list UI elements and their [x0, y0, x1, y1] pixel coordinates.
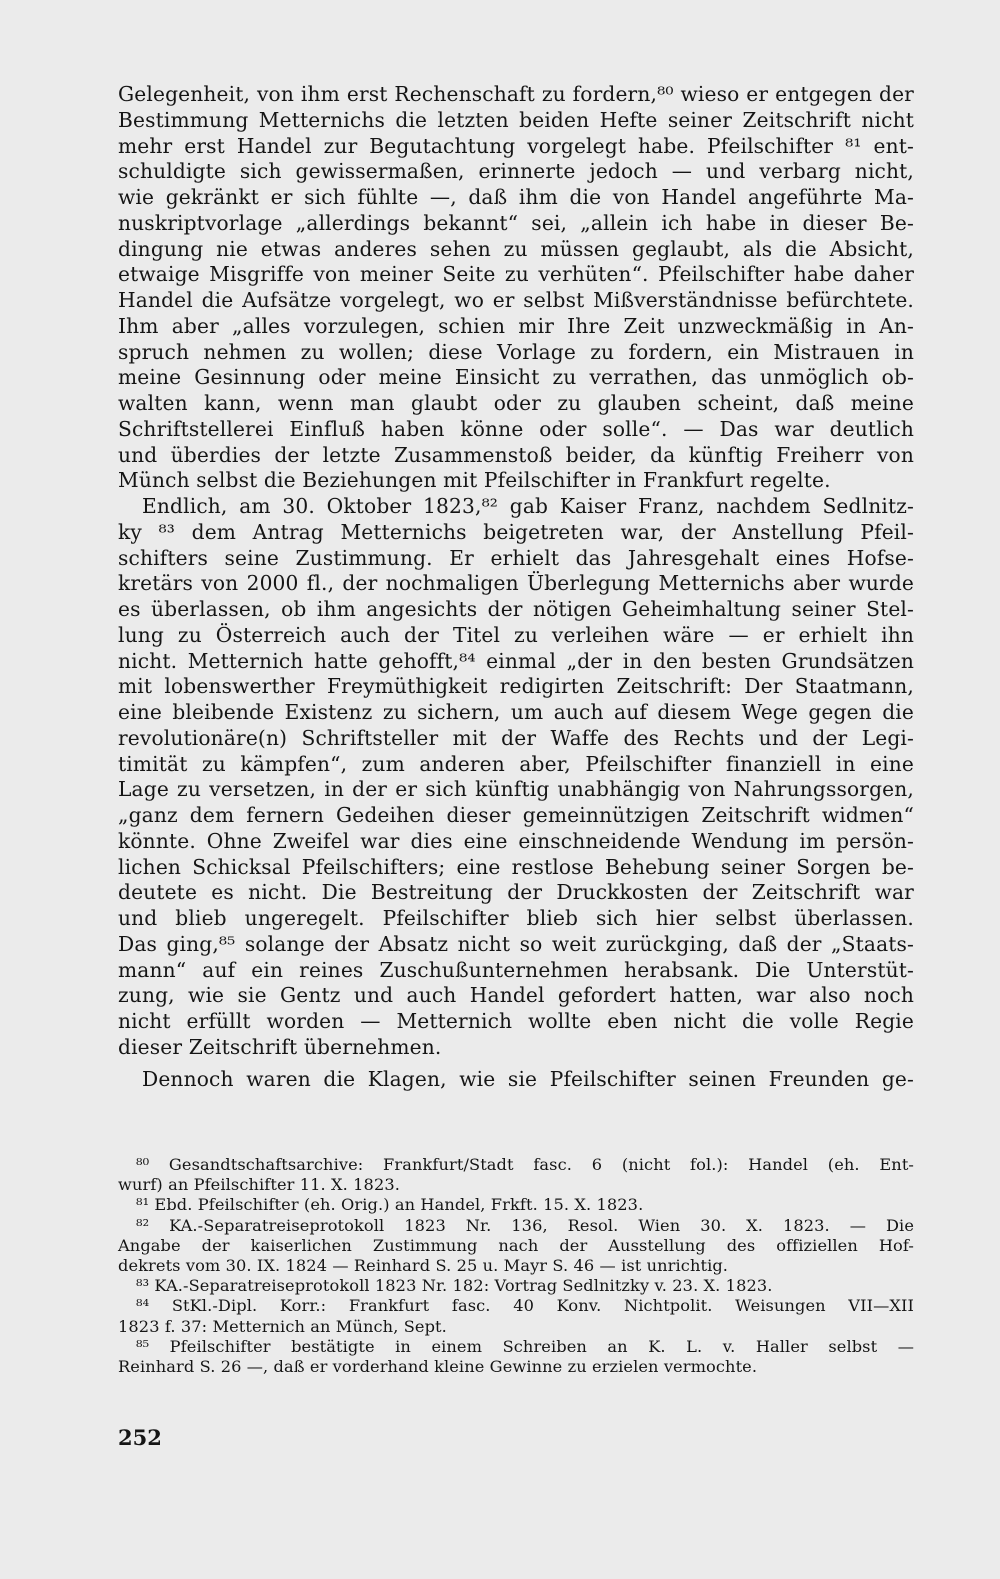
- text-line: dingung nie etwas anderes sehen zu müssen geglaubt, als die Absicht,: [118, 236, 914, 261]
- text-line: kretärs von 2000 fl., der nochmaligen Überlegung Metternichs aber wurde: [118, 571, 914, 596]
- footnote-line: ⁸¹ Ebd. Pfeilschifter (eh. Orig.) an Handel, Frkft. 15. X. 1823.: [136, 1195, 644, 1215]
- text-line: Lage zu versetzen, in der er sich künftig unabhängig von Nahrungssorgen,: [118, 777, 914, 802]
- footnote-line: wurf) an Pfeilschifter 11. X. 1823.: [118, 1175, 400, 1195]
- text-line: Münch selbst die Beziehungen mit Pfeilschifter in Frankfurt regelte.: [118, 468, 831, 493]
- page-number: 252: [118, 1425, 162, 1450]
- text-line: dieser Zeitschrift übernehmen.: [118, 1034, 442, 1059]
- text-line: lichen Schicksal Pfeilschifters; eine restlose Behebung seiner Sorgen be-: [118, 854, 914, 879]
- text-line: Dennoch waren die Klagen, wie sie Pfeilschifter seinen Freunden ge-: [142, 1066, 914, 1091]
- text-line: Handel die Aufsätze vorgelegt, wo er selbst Mißverständnisse befürchtete.: [118, 288, 914, 312]
- footnote-line: Reinhard S. 26 —, daß er vorderhand kleine Gewinne zu erzielen vermochte.: [118, 1357, 758, 1377]
- text-line: deutete es nicht. Die Bestreitung der Druckkosten der Zeitschrift war: [118, 880, 914, 905]
- text-line: mann“ auf ein reines Zuschußunternehmen herabsank. Die Unterstüt-: [118, 957, 914, 982]
- text-line: schifters seine Zustimmung. Er erhielt das Jahresgehalt eines Hofse-: [118, 545, 914, 570]
- text-line: timität zu kämpfen“, zum anderen aber, Pfeilschifter finanziell in eine: [118, 751, 914, 776]
- text-line: Bestimmung Metternichs die letzten beiden Hefte seiner Zeitschrift nicht: [118, 107, 914, 132]
- text-line: eine bleibende Existenz zu sichern, um auch auf diesem Wege gegen die: [118, 700, 914, 724]
- text-line: Das ging,⁸⁵ solange der Absatz nicht so weit zurückging, daß der „Staats-: [118, 931, 914, 956]
- text-line: revolutionäre(n) Schriftsteller mit der Waffe des Rechts und der Legi-: [118, 725, 914, 750]
- footnote-line: ⁸³ KA.-Separatreiseprotokoll 1823 Nr. 182: Vortrag Sedlnitzky v. 23. X. 1823.: [136, 1276, 773, 1296]
- text-line: walten kann, wenn man glaubt oder zu glauben scheint, daß meine: [118, 391, 914, 415]
- text-line: nicht. Metternich hatte gehofft,⁸⁴ einmal „der in den besten Grundsätzen: [118, 648, 914, 673]
- paragraph-1: [118, 82, 914, 494]
- footnote-line: ⁸⁵ Pfeilschifter bestätigte in einem Schreiben an K. L. v. Haller selbst —: [136, 1336, 914, 1356]
- text-line: es überlassen, ob ihm angesichts der nötigen Geheimhaltung seiner Stel-: [118, 597, 914, 621]
- footnote-line: ⁸⁰ Gesandtschaftsarchive: Frankfurt/Stadt fasc. 6 (nicht fol.): Handel (eh. Ent-: [136, 1155, 914, 1174]
- footnote-80: [118, 1155, 914, 1195]
- text-line: Ihm aber „alles vorzulegen, schien mir Ihre Zeit unzweckmäßig in An-: [118, 313, 914, 338]
- text-line: und blieb ungeregelt. Pfeilschifter blieb sich hier selbst überlassen.: [118, 906, 914, 930]
- text-line: meine Gesinnung oder meine Einsicht zu verrathen, das unmöglich ob-: [118, 365, 914, 390]
- footnote-81: [118, 1195, 914, 1215]
- text-line: könnte. Ohne Zweifel war dies eine einschneidende Wendung im persön-: [118, 828, 914, 853]
- paragraph-3: [118, 1067, 914, 1093]
- footnote-84: [118, 1296, 914, 1336]
- text-line: nuskriptvorlage „allerdings bekannt“ sei, „allein ich habe in dieser Be-: [118, 210, 914, 235]
- text-line: lung zu Österreich auch der Titel zu verleihen wäre — er erhielt ihn: [118, 622, 914, 647]
- text-line: etwaige Misgriffe von meiner Seite zu verhüten“. Pfeilschifter habe daher: [118, 262, 914, 287]
- text-line: nicht erfüllt worden — Metternich wollte eben nicht die volle Regie: [118, 1009, 914, 1033]
- text-line: schuldigte sich gewissermaßen, erinnerte jedoch — und verbarg nicht,: [118, 159, 914, 184]
- footnote-85: [118, 1337, 914, 1377]
- footnotes: [118, 1155, 914, 1377]
- text-line: „ganz dem fernern Gedeihen dieser gemeinnützigen Zeitschrift widmen“: [118, 803, 914, 827]
- footnote-line: Angabe der kaiserlichen Zustimmung nach der Ausstellung des offiziellen Hof-: [118, 1235, 914, 1255]
- footnote-line: ⁸² KA.-Separatreiseprotokoll 1823 Nr. 136, Resol. Wien 30. X. 1823. — Die: [136, 1215, 914, 1235]
- text-line: Schriftstellerei Einfluß haben könne oder solle“. — Das war deutlich: [118, 416, 914, 441]
- text-line: spruch nehmen zu wollen; diese Vorlage zu fordern, ein Mistrauen in: [118, 339, 914, 364]
- footnote-83: [118, 1276, 914, 1296]
- text-line: Gelegenheit, von ihm erst Rechenschaft zu fordern,⁸⁰ wieso er entgegen der: [118, 82, 914, 106]
- main-text: [118, 82, 914, 1092]
- text-line: Endlich, am 30. Oktober 1823,⁸² gab Kaiser Franz, nachdem Sedlnitz-: [142, 494, 914, 518]
- text-line: wie gekränkt er sich fühlte —, daß ihm die von Handel angeführte Ma-: [118, 185, 914, 209]
- text-line: mit lobenswerther Freymüthigkeit redigirten Zeitschrift: Der Staatmann,: [118, 674, 914, 699]
- paragraph-2: [118, 494, 914, 1061]
- footnote-line: dekrets vom 30. IX. 1824 — Reinhard S. 25 u. Mayr S. 46 — ist unrichtig.: [118, 1256, 729, 1276]
- text-line: und überdies der letzte Zusammenstoß beider, da künftig Freiherr von: [118, 442, 914, 467]
- footnote-line: ⁸⁴ StKl.-Dipl. Korr.: Frankfurt fasc. 40 Konv. Nichtpolit. Weisungen VII—XII: [136, 1296, 914, 1316]
- text-line: mehr erst Handel zur Begutachtung vorgelegt habe. Pfeilschifter ⁸¹ ent-: [118, 133, 914, 158]
- footnote-line: 1823 f. 37: Metternich an Münch, Sept.: [118, 1316, 447, 1336]
- text-line: zung, wie sie Gentz und auch Handel gefordert hatten, war also noch: [118, 983, 914, 1008]
- text-line: ky ⁸³ dem Antrag Metternichs beigetreten war, der Anstellung Pfeil-: [118, 519, 914, 544]
- footnote-82: [118, 1216, 914, 1277]
